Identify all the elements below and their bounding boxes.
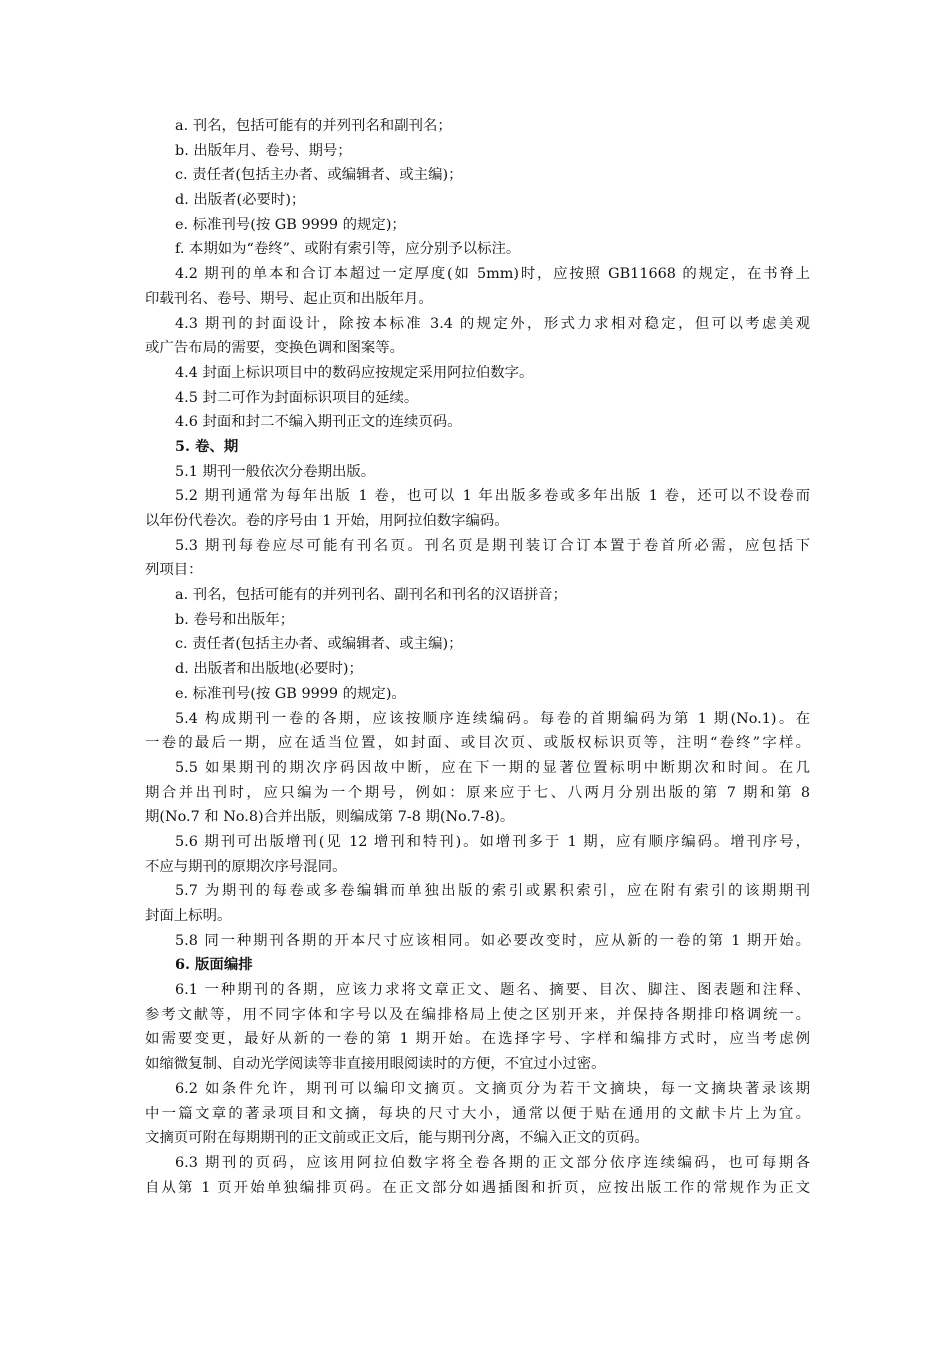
document-page	[145, 114, 810, 1200]
paragraph-6-3-line: 6.3 期刊的页码，应该用阿拉伯数字将全卷各期的正文部分依序连续编码，也可每期各	[175, 1154, 810, 1171]
list-item-e: e. 标准刊号(按 GB 9999 的规定)。	[175, 685, 406, 702]
list-item-f: f. 本期如为“卷终”、或附有索引等，应分别予以标注。	[175, 241, 521, 258]
paragraph-6-2-line: 文摘页可附在每期期刊的正文前或正文后，能与期刊分离，不编入正文的页码。	[145, 1130, 649, 1147]
list-item-a: a. 刊名，包括可能有的并列刊名、副刊名和刊名的汉语拼音；	[175, 587, 567, 604]
paragraph-6-1-line: 如缩微复制、自动光学阅读等非直接用眼阅读时的方便，不宜过小过密。	[145, 1056, 606, 1073]
paragraph-6-1-line: 参考文献等，用不同字体和字号以及在编排格局上使之区别开来，并保持各期排印格调统一。	[145, 1006, 810, 1023]
paragraph-4-3-line: 4.3 期刊的封面设计，除按本标准 3.4 的规定外，形式力求相对稳定，但可以考虑美观	[175, 315, 810, 332]
paragraph-5-3-line: 5.3 期刊每卷应尽可能有刊名页。刊名页是期刊装订合订本置于卷首所必需，应包括下	[175, 537, 810, 554]
paragraph-4-4: 4.4 封面上标识项目中的数码应按规定采用阿拉伯数字。	[175, 364, 534, 381]
paragraph-4-2-line: 4.2 期刊的单本和合订本超过一定厚度(如 5mm)时，应按照 GB11668 的规定，在书脊上	[175, 266, 810, 283]
list-item-a: a. 刊名，包括可能有的并列刊名和副刊名；	[175, 118, 452, 134]
paragraph-5-4-line: 5.4 构成期刊一卷的各期，应该按顺序连续编码。每卷的首期编码为第 1 期(No.1)。在	[175, 710, 810, 727]
paragraph-5-5-line: 5.5 如果期刊的期次序码因故中断，应在下一期的显著位置标明中断期次和时间。在几	[175, 759, 810, 776]
paragraph-5-6-line: 5.6 期刊可出版增刊(见 12 增刊和特刊)。如增刊多于 1 期，应有顺序编码。增刊序号，	[175, 833, 810, 850]
paragraph-5-8: 5.8 同一种期刊各期的开本尺寸应该相同。如必要改变时，应从新的一卷的第 1 期开始。	[175, 932, 810, 949]
paragraph-6-2-line: 6.2 如条件允许，期刊可以编印文摘页。文摘页分为若干文摘块，每一文摘块著录该期	[175, 1080, 810, 1097]
list-item-e: e. 标准刊号(按 GB 9999 的规定)；	[175, 216, 406, 233]
paragraph-6-3-line: 自从第 1 页开始单独编排页码。在正文部分如遇插图和折页，应按出版工作的常规作为正文	[145, 1179, 810, 1196]
paragraph-4-5: 4.5 封二可作为封面标识项目的延续。	[175, 389, 419, 406]
section-heading-5: 5. 卷、期	[175, 437, 239, 455]
paragraph-5-4-line: 一卷的最后一期，应在适当位置，如封面、或目次页、或版权标识页等，注明“卷终”字样。	[145, 735, 810, 752]
list-item-c: c. 责任者(包括主办者、或编辑者、或主编)；	[175, 167, 463, 184]
list-item-d: d. 出版者(必要时)；	[175, 192, 306, 209]
section-heading-6: 6. 版面编排	[175, 956, 253, 974]
paragraph-5-5-line: 期合并出刊时，应只编为一个期号，例如：原来应于七、八两月分别出版的第 7 期和第 8	[145, 784, 810, 801]
paragraph-4-3-line: 或广告布局的需要，变换色调和图案等。	[145, 340, 405, 357]
paragraph-4-6: 4.6 封面和封二不编入期刊正文的连续页码。	[175, 414, 462, 431]
paragraph-5-3-line: 列项目：	[145, 562, 203, 579]
paragraph-6-2-line: 中一篇文章的著录项目和文摘，每块的尺寸大小，通常以便于贴在通用的文献卡片上为宜。	[145, 1105, 810, 1122]
paragraph-4-2-line: 印载刊名、卷号、期号、起止页和出版年月。	[145, 290, 433, 307]
list-item-b: b. 卷号和出版年；	[175, 611, 295, 628]
paragraph-5-1: 5.1 期刊一般依次分卷期出版。	[175, 463, 376, 480]
list-item-b: b. 出版年月、卷号、期号；	[175, 142, 352, 159]
paragraph-5-2-line: 5.2 期刊通常为每年出版 1 卷，也可以 1 年出版多卷或多年出版 1 卷，还可以不设卷而	[175, 488, 810, 505]
paragraph-5-2-line: 以年份代卷次。卷的序号由 1 开始，用阿拉伯数字编码。	[145, 513, 509, 529]
list-item-d: d. 出版者和出版地(必要时)；	[175, 661, 363, 678]
paragraph-5-5-line: 期(No.7 和 No.8)合并出版，则编成第 7-8 期(No.7-8)。	[145, 809, 515, 826]
paragraph-6-1-line: 如需要变更，最好从新的一卷的第 1 期开始。在选择字号、字样和编排方式时，应当考虑例	[145, 1031, 810, 1048]
list-item-c: c. 责任者(包括主办者、或编辑者、或主编)；	[175, 636, 463, 653]
paragraph-5-7-line: 封面上标明。	[145, 908, 232, 924]
paragraph-6-1-line: 6.1 一种期刊的各期，应该力求将文章正文、题名、摘要、目次、脚注、图表题和注释、	[175, 982, 810, 999]
paragraph-5-7-line: 5.7 为期刊的每卷或多卷编辑而单独出版的索引或累积索引，应在附有索引的该期期刊	[175, 883, 810, 900]
paragraph-5-6-line: 不应与期刊的原期次序号混同。	[145, 858, 347, 875]
